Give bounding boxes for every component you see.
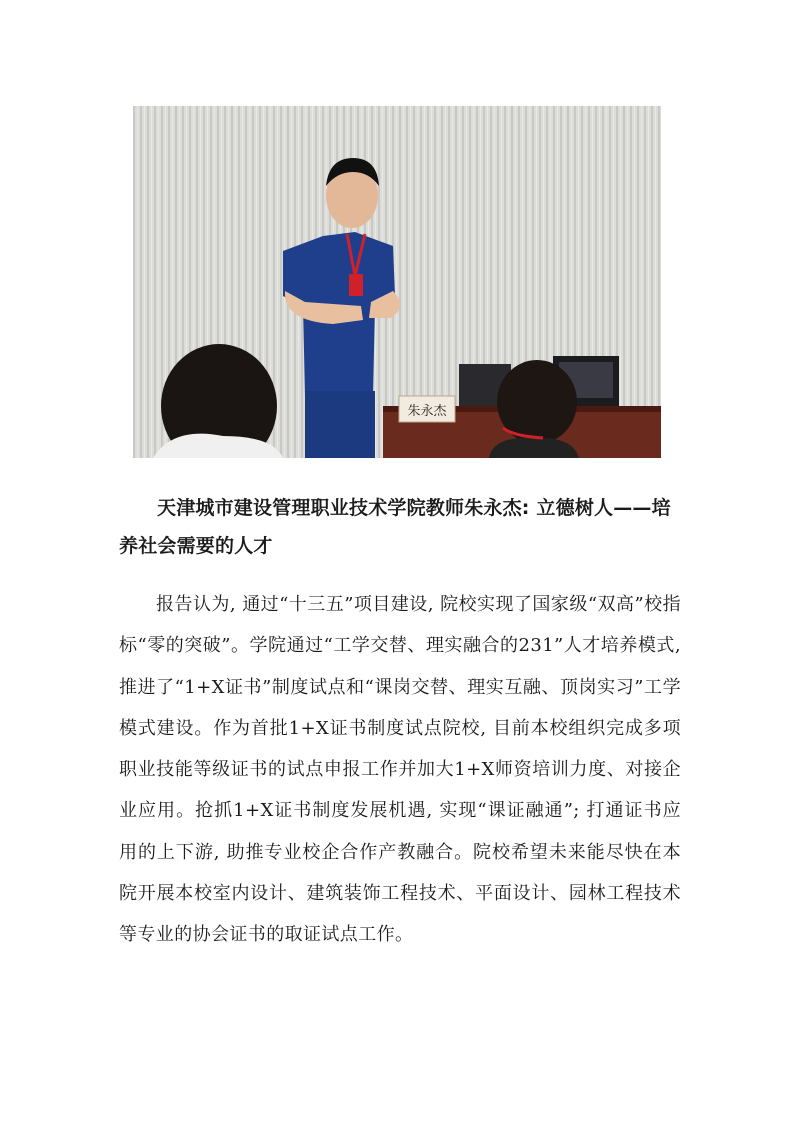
badge bbox=[349, 274, 363, 296]
speaker-trousers bbox=[305, 391, 375, 458]
body-paragraph: 报告认为, 通过“十三五”项目建设, 院校实现了国家级“双高”校指标“零的突破”。学院通过“工学交替、理实融合的231”人才培养模式, 推进了“1+X证书”制度试点和“课岗交替、理实互融、顶岗实习”工学模式建设。作为首批1+X证书制度试点院校, 目前本校组织完成多项职业技能等级证书的试点申报工作并加大1+X师资培训力度、对接企业应用。抢抓1+X证书制度发展机遇, 实现“课证融通”; 打通证书应用的上下游, 助推专业校企合作产教融合。院校希望未来能尽快在本院开展本校室内设计、建筑装饰工程技术、平面设计、园林工程技术等专业的协会证书的取证试点工作。 bbox=[119, 594, 681, 946]
nameplate-text: 朱永杰 bbox=[407, 404, 447, 419]
speaker-photo bbox=[133, 106, 661, 458]
section-heading: 天津城市建设管理职业技术学院教师朱永杰: 立德树人——培养社会需要的人才 bbox=[119, 497, 671, 557]
